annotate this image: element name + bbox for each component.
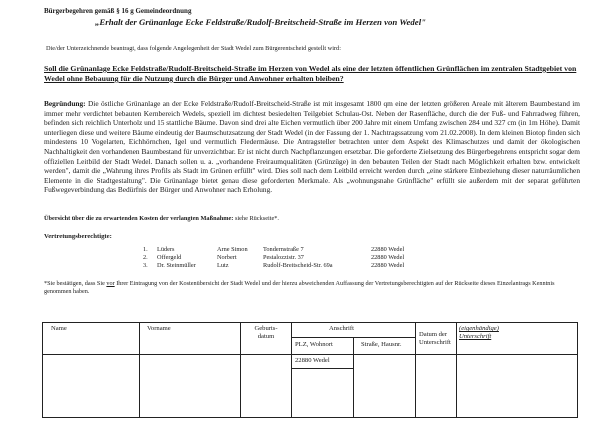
col-header-plz: PLZ, Wohnort	[295, 341, 333, 348]
rep-city: 22880 Wedel	[371, 262, 405, 270]
legal-basis: Bürgerbegehren gemäß § 16 g Gemeindeordnung	[44, 7, 192, 15]
rep-street: Tondernstraße 7	[263, 246, 304, 253]
rep-number: 3.	[143, 262, 148, 270]
rep-firstname: Arne Simon	[217, 246, 248, 253]
petition-title: „Erhalt der Grünanlage Ecke Feldstraße/Rudolf-Breitscheid-Straße im Herzen von Wedel"	[95, 17, 427, 27]
rep-city: 22880 Wedel	[371, 246, 405, 253]
note-emphasis: vor	[106, 280, 115, 287]
confirmation-note	[44, 280, 580, 296]
note-text-rest: Ihrer Eintragung von der Kostenübersicht der Stadt Wedel und der hierzu abweichenden Auffassung der Vertretungsberechtigten auf der Rückseite dieses Einzelantrags Kenntnis genommen haben.	[44, 280, 555, 296]
rep-number: 1.	[143, 246, 148, 253]
costs-line	[44, 215, 279, 222]
costs-label: Übersicht über die zu erwartenden Kosten der verlangten Maßnahme:	[44, 215, 234, 222]
col-header-firstname: Vorname	[147, 325, 171, 332]
col-header-street: Straße, Hausnr.	[361, 341, 402, 348]
prefilled-plz-cell[interactable]: 22880 Wedel	[295, 357, 330, 364]
rep-firstname: Lutz	[217, 262, 229, 270]
rep-surname: Offergeld	[157, 254, 182, 262]
reasoning-label: Begründung:	[44, 99, 86, 108]
representative-row	[143, 262, 443, 270]
note-text: *Sie bestätigen, dass Sie	[44, 280, 107, 287]
rep-surname: Lüders	[157, 246, 175, 253]
representative-row	[143, 246, 443, 254]
rep-surname: Dr. Steinmüller	[157, 262, 196, 270]
col-header-signature: (eigenhändige) Unterschrift	[459, 325, 499, 340]
rep-firstname: Norbert	[217, 254, 237, 262]
representative-row	[143, 254, 443, 262]
rep-street: Rudolf-Breitscheid-Str. 69a	[263, 262, 333, 270]
signature-table	[42, 322, 578, 418]
costs-value: siehe Rückseite*.	[234, 215, 280, 222]
reasoning-text: Die östliche Grünanlage an der Ecke Feldstraße/Rudolf-Breitscheid-Straße ist mit insgesamt 1800 qm eine der letzten größeren Areale mit älterem Baumbestand im immer mehr verdichtet bebauten Kernbereich Wedels, speziell im dichtest besiedelten Teilgebiet Schulau-Ost. Neben der Rasenfläche, durch die der Fuß- und Fahrradweg führen, befinden sich reichlich Unterholz und 15 stattliche Bäume. Davon sind drei alte Eichen vermutlich über 200 Jahre mit einem Umfang zwischen 284 und 327 cm (in 1m Höhe). Damit unterliegen diese und weitere Bäume eindeutig der Baumschutzsatzung der Stadt Wedel (in der Fassung der 1. Nachtragssatzung vom 21.02.2008). In dem kleinen Biotop finden sich mindestens 10 Vogelarten, Eichhörnchen, Igel und vermutlich Fledermäuse. Die Antragsteller betrachten unter dem Aspekt des Klimaschutzes und damit der ökologischen Nachhaltigkeit den vorhandenen Baumbestand für unverzichtbar. Er ist nicht durch Nachpflanzungen ersetzbar. Die geforderte Zielsetzung des Bürgerbegehrens entspricht sogar dem offiziellen Leitbild der Stadt Wedel. Danach sollen u. a. „vorhandene Freiraumqualitäten (Grünzüge) in den bebauten Teilen der Stadt nach Möglichkeit erhalten bzw. entwickelt werden", damit die „Wahrung ihres Profils als Stadt im Grünen erfüllt" wird. Dies soll nach dem Leitbild erreicht werden durch „eine stärkere Einbeziehung dieser naturräumlichen Elemente in die Stadtgestaltung". Die Grünanlage bietet genau diese geforderten Merkmale. Als „wohnungsnahe Grünfläche" erfüllt sie außerdem mit der separat geführten Fußwegeverbindung das Bedürfnis der Bürger und Anwohner nach Erholung.	[44, 99, 580, 195]
rep-number: 2.	[143, 254, 148, 262]
intro-text: Die/der Unterzeichnende beantragt, dass folgende Angelegenheit der Stadt Wedel zum Bürgerentscheid gestellt wird:	[46, 45, 341, 52]
col-header-name: Name	[51, 325, 67, 332]
rep-city: 22880 Wedel	[371, 254, 405, 262]
petition-question: Soll die Grünanlage Ecke Feldstraße/Rudolf-Breitscheid-Straße im Herzen von Wedel als eine der letzten öffentlichen Grünflächen im zentralen Stadtgebiet von Wedel ohne Bebauung für die Nutzung durch die Bürger und Anwohner erhalten bleiben?	[44, 64, 577, 83]
col-header-address: Anschrift	[329, 325, 354, 332]
representatives-list	[143, 246, 443, 271]
rep-street: Pestalozzistr. 37	[263, 254, 304, 262]
col-header-date: Datum der Unterschrift	[419, 331, 451, 346]
reasoning-block	[44, 99, 580, 195]
col-header-birthdate: Geburts- datum	[254, 325, 278, 340]
representatives-title: Vertretungsberechtigte:	[44, 233, 112, 240]
